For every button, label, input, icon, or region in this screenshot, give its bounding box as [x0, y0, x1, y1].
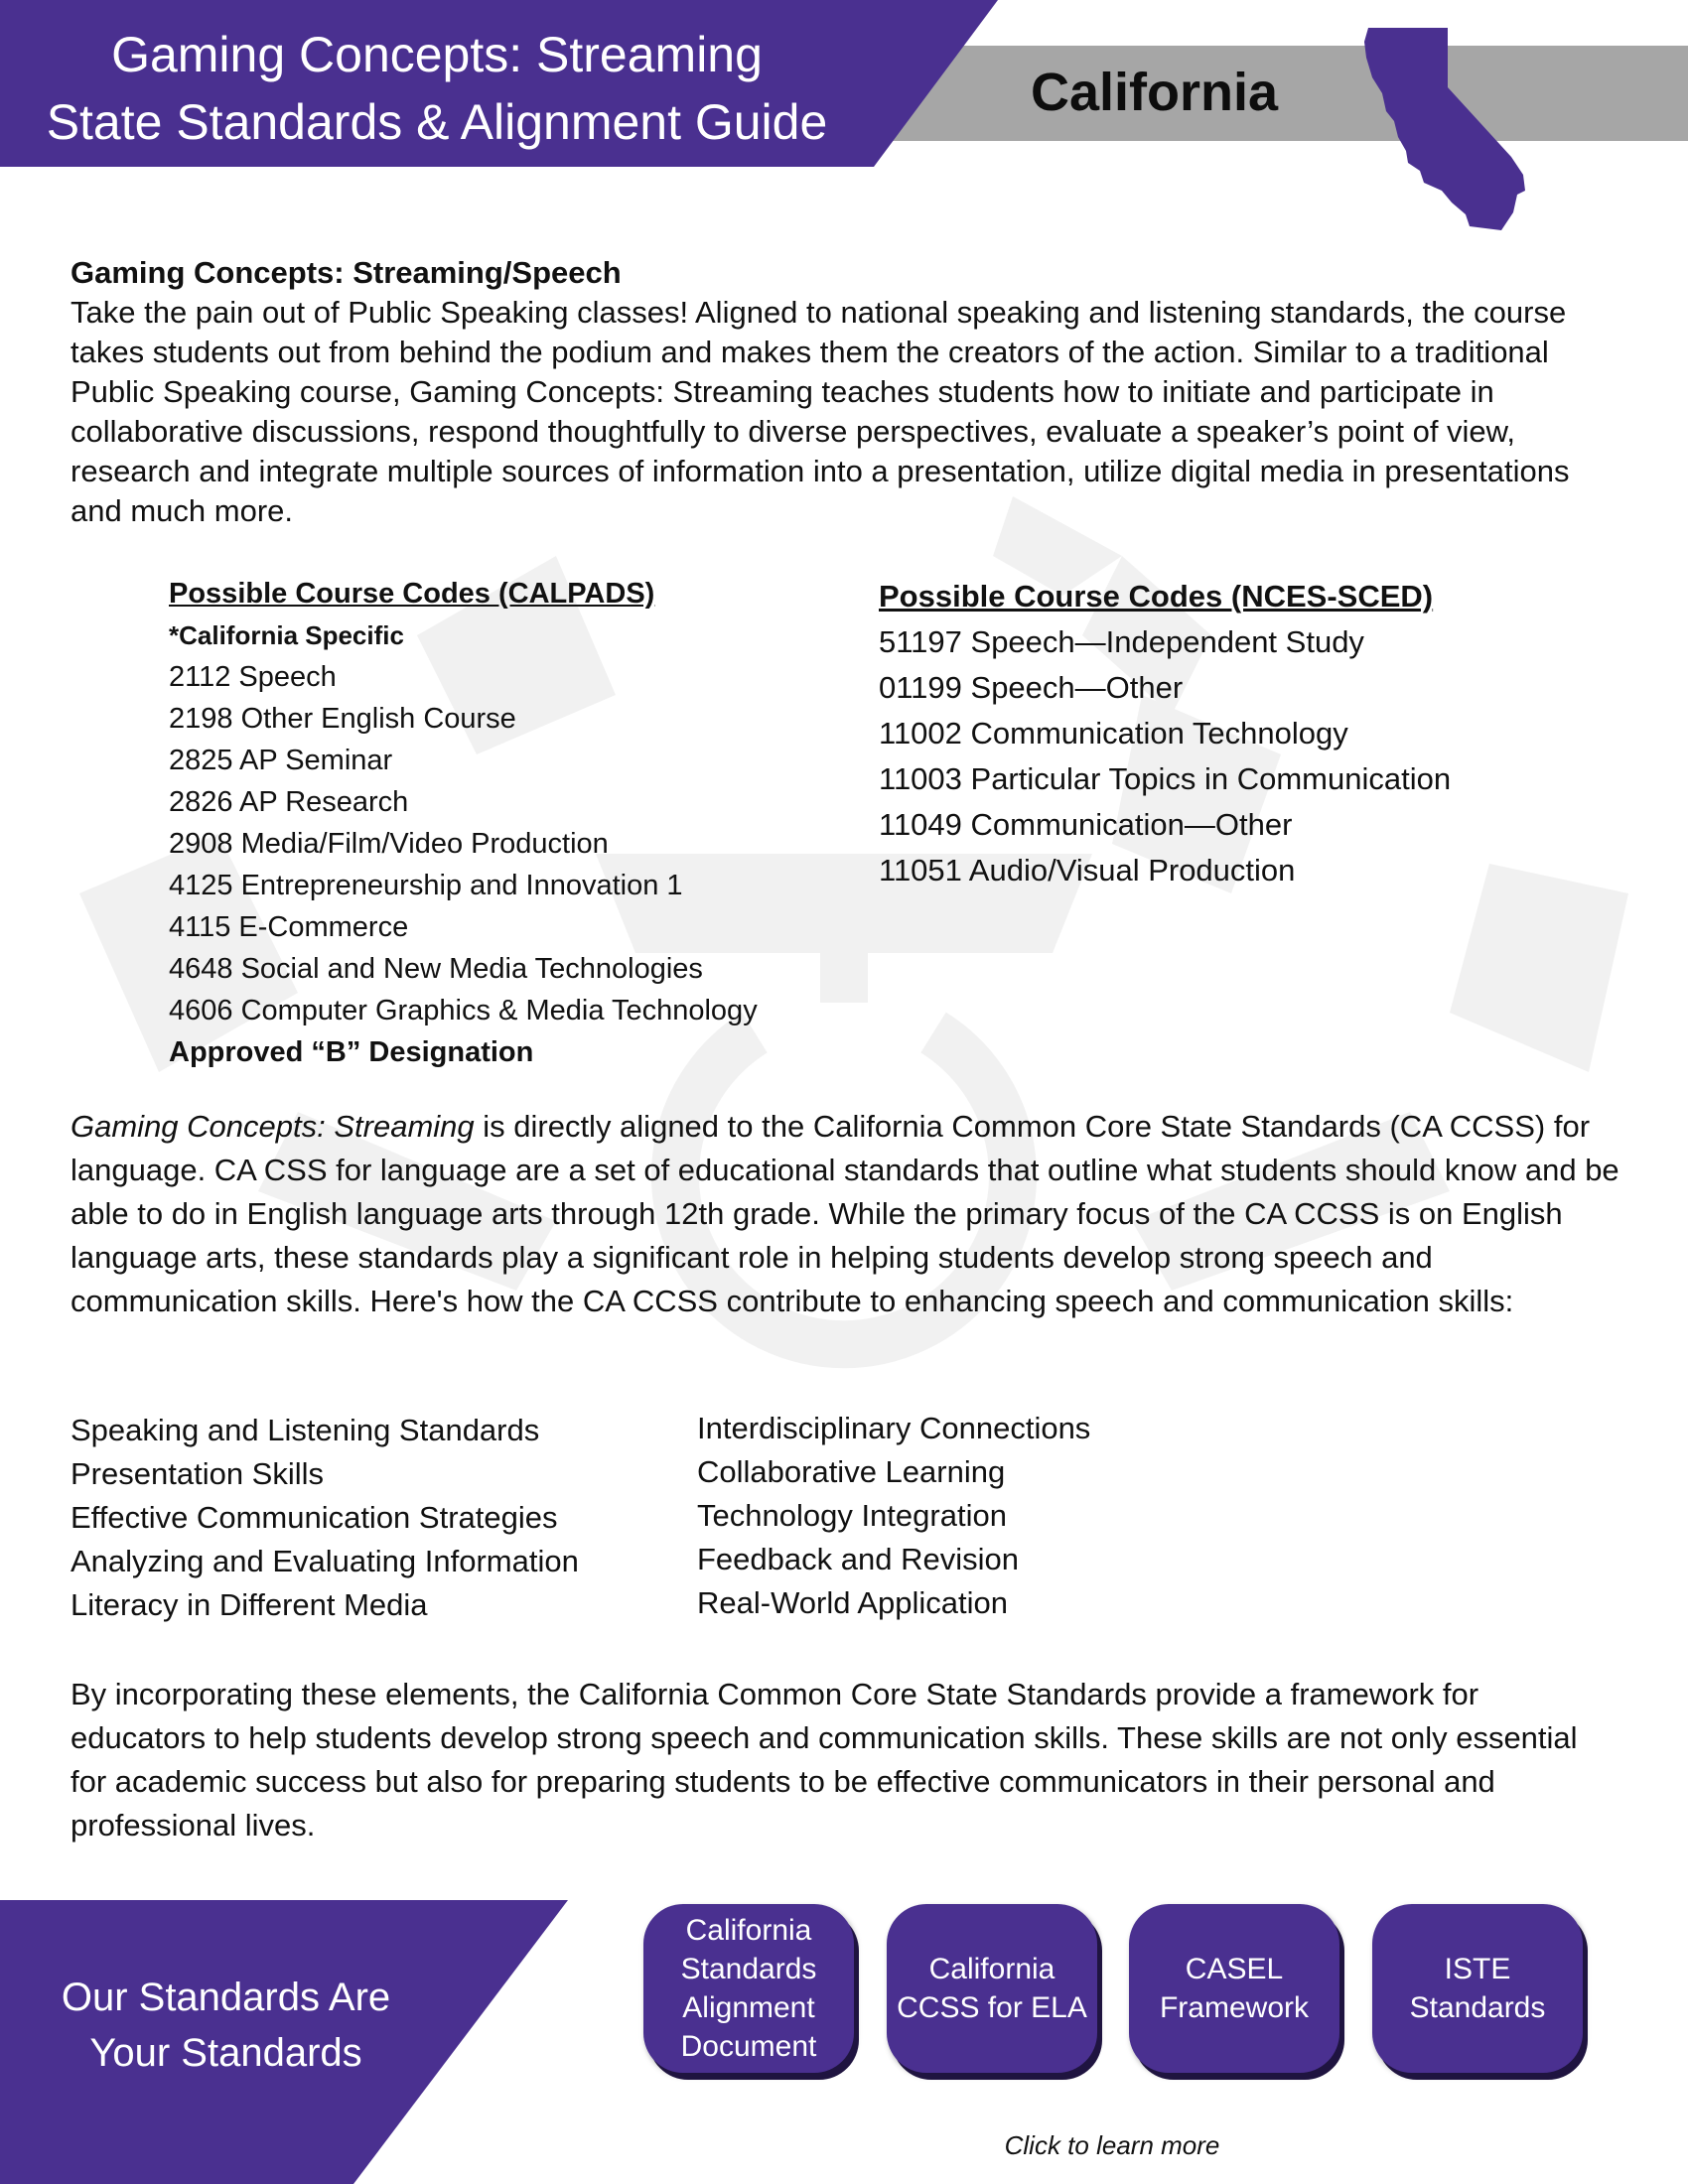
footer-tagline-line2: Your Standards — [89, 2031, 362, 2075]
state-name: California — [1031, 63, 1279, 122]
skill-item: Effective Communication Strategies — [70, 1500, 558, 1535]
calpads-item: 2825 AP Seminar — [169, 745, 393, 776]
skills-list-right — [697, 1407, 1392, 1625]
intro-body: Take the pain out of Public Speaking classes! Aligned to national speaking and listening standards, the course takes students out from behind the podium and makes them the creators of the action. Similar to a traditional Public Speaking course, Gaming Concepts: Streaming teaches students how to initiate and participate in collaborative discussions, respond thoughtfully to diverse perspectives, evaluate a speaker’s point of view, research and integrate multiple sources of information into a presentation, utilize digital media in presentations and much more. — [70, 295, 1570, 528]
footer-tagline — [20, 1970, 432, 2081]
calpads-item: 4648 Social and New Media Technologies — [169, 953, 703, 985]
skill-item: Analyzing and Evaluating Information — [70, 1544, 579, 1578]
skill-item: Presentation Skills — [70, 1456, 325, 1491]
header-gray-band — [874, 46, 1688, 141]
nces-item: 11003 Particular Topics in Communication — [879, 761, 1452, 796]
nces-item: 11002 Communication Technology — [879, 716, 1348, 751]
skills-list-left — [70, 1409, 686, 1627]
intro-heading: Gaming Concepts: Streaming/Speech — [70, 255, 622, 290]
skill-item: Feedback and Revision — [697, 1542, 1019, 1576]
skill-item: Real-World Application — [697, 1585, 1009, 1620]
calpads-item: 2198 Other English Course — [169, 703, 516, 735]
nces-codes — [879, 574, 1633, 893]
calpads-item: 4125 Entrepreneurship and Innovation 1 — [169, 870, 683, 901]
california-standards-alignment-button[interactable]: California Standards Alignment Document — [643, 1904, 854, 2073]
calpads-heading: Possible Course Codes (CALPADS) — [169, 578, 655, 610]
casel-framework-button[interactable]: CASEL Framework — [1129, 1904, 1339, 2073]
skill-item: Collaborative Learning — [697, 1454, 1006, 1489]
nces-item: 11051 Audio/Visual Production — [879, 853, 1296, 887]
skill-item: Technology Integration — [697, 1498, 1007, 1533]
nces-item: 01199 Speech—Other — [879, 670, 1184, 705]
calpads-item: 2112 Speech — [169, 661, 337, 693]
intro-section — [70, 253, 1619, 531]
skill-item: Speaking and Listening Standards — [70, 1413, 540, 1447]
click-to-learn-more-hint: Click to learn more — [1004, 2130, 1220, 2160]
calpads-codes — [169, 573, 884, 1073]
california-map-icon — [1362, 26, 1547, 232]
nces-item: 51197 Speech—Independent Study — [879, 624, 1364, 659]
header-title-line1: Gaming Concepts: Streaming — [111, 27, 763, 82]
footer-tagline-line1: Our Standards Are — [61, 1976, 391, 2019]
california-ccss-ela-button[interactable]: California CCSS for ELA — [887, 1904, 1097, 2073]
nces-heading: Possible Course Codes (NCES-SCED) — [879, 579, 1434, 614]
alignment-course-name: Gaming Concepts: Streaming — [70, 1109, 475, 1144]
calpads-item: 4115 E-Commerce — [169, 911, 409, 943]
conclusion-paragraph: By incorporating these elements, the California Common Core State Standards provide a framework for educators to help students develop strong speech and communication skills. These skills are not only essential for academic success but also for preparing students to be effective communicators in their personal and professional lives. — [70, 1677, 1578, 1843]
calpads-note: *California Specific — [169, 620, 404, 650]
calpads-item: 4606 Computer Graphics & Media Technology — [169, 995, 758, 1026]
calpads-item: 2908 Media/Film/Video Production — [169, 828, 609, 860]
calpads-item: 2826 AP Research — [169, 786, 409, 818]
skill-item: Literacy in Different Media — [70, 1587, 428, 1622]
alignment-body: is directly aligned to the California Common Core State Standards (CA CCSS) for language. CA CSS for language are a set of educational standards that outline what students should know and be able to do in English language arts through 12th grade. While the primary focus of the CA CCSS is on English language arts, these standards play a significant role in helping students develop strong speech and communication skills. Here's how the CA CCSS contribute to enhancing speech and communication skills: — [70, 1109, 1619, 1318]
alignment-paragraph — [70, 1105, 1619, 1323]
calpads-designation: Approved “B” Designation — [169, 1036, 534, 1068]
header-title-line2: State Standards & Alignment Guide — [46, 94, 828, 150]
nces-item: 11049 Communication—Other — [879, 807, 1293, 842]
skill-item: Interdisciplinary Connections — [697, 1411, 1091, 1445]
iste-standards-button[interactable]: ISTE Standards — [1372, 1904, 1583, 2073]
